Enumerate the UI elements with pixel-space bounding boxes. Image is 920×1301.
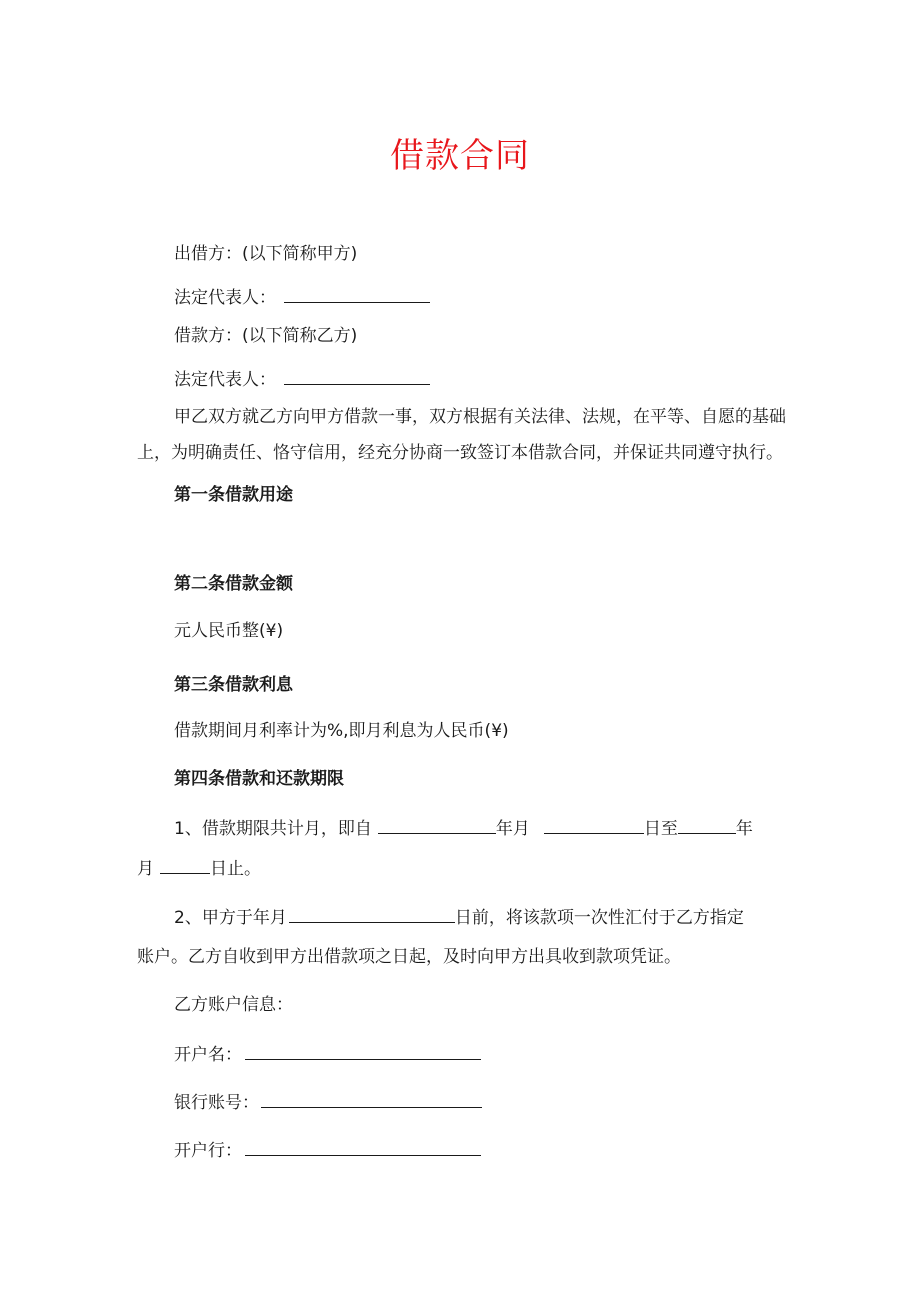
item1-line1 <box>174 815 753 841</box>
lender-representative <box>174 284 430 310</box>
borrower-representative <box>174 366 430 392</box>
account-number-label: 银行账号： <box>174 1093 259 1113</box>
item1-blank-4 <box>160 855 210 874</box>
account-name-blank <box>245 1041 481 1060</box>
item1-part4: 年 <box>735 819 753 839</box>
item2-blank <box>289 904 455 923</box>
lender-line: 出借方：(以下简称甲方) <box>174 244 358 264</box>
account-name-label: 开户名： <box>174 1045 242 1065</box>
borrower-line: 借款方：(以下简称乙方) <box>174 326 358 346</box>
item1-blank-3 <box>678 815 736 834</box>
item1-part1: 1、借款期限共计月，即自 <box>174 819 372 839</box>
item1-line2-part2: 日止。 <box>210 859 261 879</box>
document-title: 借款合同 <box>390 136 530 176</box>
lender-rep-label: 法定代表人： <box>174 288 276 308</box>
article4-heading: 第四条借款和还款期限 <box>174 769 344 789</box>
article2-text: 元人民币整(¥) <box>174 621 284 641</box>
article3-text: 借款期间月利率计为%,即月利息为人民币(¥) <box>174 721 509 741</box>
article2-heading: 第二条借款金额 <box>174 574 293 594</box>
borrower-rep-blank <box>284 366 430 385</box>
item1-blank-2 <box>544 815 644 834</box>
account-bank-label: 开户行： <box>174 1141 242 1161</box>
intro-line-1: 甲乙双方就乙方向甲方借款一事，双方根据有关法律、法规，在平等、自愿的基础 <box>174 407 786 427</box>
article3-heading: 第三条借款利息 <box>174 675 293 695</box>
article1-heading: 第一条借款用途 <box>174 485 293 505</box>
item2-line1 <box>174 904 744 930</box>
borrower-rep-label: 法定代表人： <box>174 370 276 390</box>
intro-line-2: 上，为明确责任、恪守信用，经充分协商一致签订本借款合同，并保证共同遵守执行。 <box>137 443 783 463</box>
item1-line2-part1: 月 <box>137 859 154 879</box>
item1-part3: 日至 <box>643 819 678 839</box>
account-bank-blank <box>245 1137 481 1156</box>
account-bank-row <box>174 1137 481 1163</box>
item2-line2: 账户。乙方自收到甲方出借款项之日起，及时向甲方出具收到款项凭证。 <box>137 947 681 967</box>
item1-line2 <box>137 855 261 881</box>
account-info-label: 乙方账户信息： <box>174 995 293 1015</box>
item2-part2: 日前，将该款项一次性汇付于乙方指定 <box>454 908 744 928</box>
account-name-row <box>174 1041 481 1067</box>
account-number-blank <box>261 1089 482 1108</box>
lender-rep-blank <box>284 284 430 303</box>
account-number-row <box>174 1089 482 1115</box>
item1-blank-1 <box>378 815 496 834</box>
item2-part1: 2、甲方于年月 <box>174 908 287 928</box>
item1-part2: 年月 <box>495 819 530 839</box>
